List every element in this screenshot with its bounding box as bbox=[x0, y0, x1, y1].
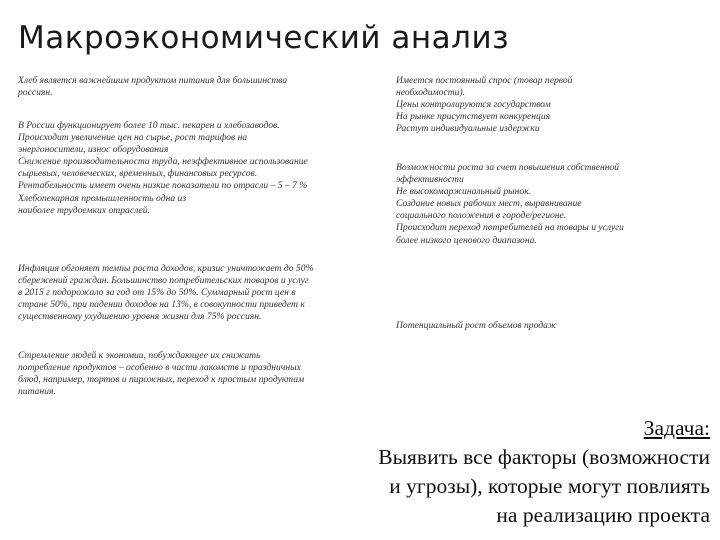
text-line: Хлеб является важнейшим продуктом питания для большинства bbox=[18, 75, 288, 86]
text-line: Происходит увеличение цен на сырье, рост тарифов на bbox=[18, 132, 248, 144]
text-line: потребление продуктов – особенно в части лакомств и праздничных bbox=[18, 362, 301, 374]
text-line: сырьевых, человеческих, временных, финансовых ресурсов. bbox=[18, 168, 258, 180]
left-block-consumer-savings bbox=[18, 350, 304, 398]
left-block-bread-importance bbox=[18, 75, 287, 99]
text-line: Растут индивидуальные издержки bbox=[396, 123, 540, 135]
task-heading: Задача: bbox=[643, 416, 710, 440]
left-block-inflation bbox=[18, 263, 314, 323]
left-block-industry-state bbox=[18, 120, 308, 217]
text-line: социального положения в городе/регионе. bbox=[396, 210, 567, 222]
text-line: Не высокомаржинальный рынок. bbox=[396, 186, 532, 198]
text-line: эффективности bbox=[396, 174, 464, 186]
text-line: Снижение производительности труда, неэффективное использование bbox=[18, 156, 308, 168]
text-line: россиян. bbox=[18, 87, 53, 99]
text-line: Хлебопекарная промышленность одна из bbox=[18, 192, 187, 204]
text-line: Возможности роста за счет повышения собственной bbox=[396, 162, 620, 173]
text-line: более низкого ценового диапазона. bbox=[396, 234, 537, 246]
text-line: Создание новых рабочих мест, выравнивание bbox=[396, 198, 582, 210]
text-line: Потенциальный рост объемов продаж bbox=[396, 320, 557, 331]
text-line: необходимости). bbox=[396, 87, 466, 99]
text-line: наиболее трудоемких отраслей. bbox=[18, 204, 150, 216]
text-line: в 2015 г подорожало за год от 15% до 50%. Суммарный рост цен в bbox=[18, 287, 296, 299]
right-block-market-features bbox=[396, 75, 572, 135]
text-line: блюд, например, тортов и пирожных, переход к простым продуктам bbox=[18, 374, 305, 386]
text-line: существенному ухудшению уровня жизни для 75% россиян. bbox=[18, 311, 262, 323]
task-box bbox=[378, 414, 710, 530]
right-block-growth-opportunities bbox=[396, 162, 624, 247]
page-title: Макроэкономический анализ bbox=[18, 20, 510, 56]
text-line: Цены контролируются государством bbox=[396, 99, 551, 111]
text-line: В России функционирует более 10 тыс. пекарен и хлебозаводов. bbox=[18, 120, 280, 131]
text-line: Рентабельность имеет очень низкие показатели по отрасли – 5 – 7 % bbox=[18, 180, 308, 192]
text-line: питания. bbox=[18, 386, 56, 398]
text-line: энергоносители, износ оборудования bbox=[18, 144, 169, 156]
text-line: Инфляция обгоняет темпы роста доходов, кризис уничтожает до 50% bbox=[18, 263, 314, 274]
text-line: стране 50%, при падении доходов на 13%, в совокупности приведет к bbox=[18, 299, 305, 311]
task-line: Выявить все факторы (возможности bbox=[378, 445, 710, 469]
text-line: Стремление людей к экономии, побуждающее их снижать bbox=[18, 350, 261, 361]
text-line: На рынке присутствует конкуренция bbox=[396, 111, 551, 123]
text-line: Происходит переход потребителей на товары и услуги bbox=[396, 222, 624, 234]
task-line: на реализацию проекта bbox=[496, 503, 710, 527]
right-block-sales-growth bbox=[396, 320, 557, 332]
text-line: сбережений граждан. Большинство потребительских товаров и услуг bbox=[18, 275, 309, 287]
text-line: Имеется постоянный спрос (товар первой bbox=[396, 75, 573, 86]
task-line: и угрозы), которые могут повлиять bbox=[389, 474, 710, 498]
